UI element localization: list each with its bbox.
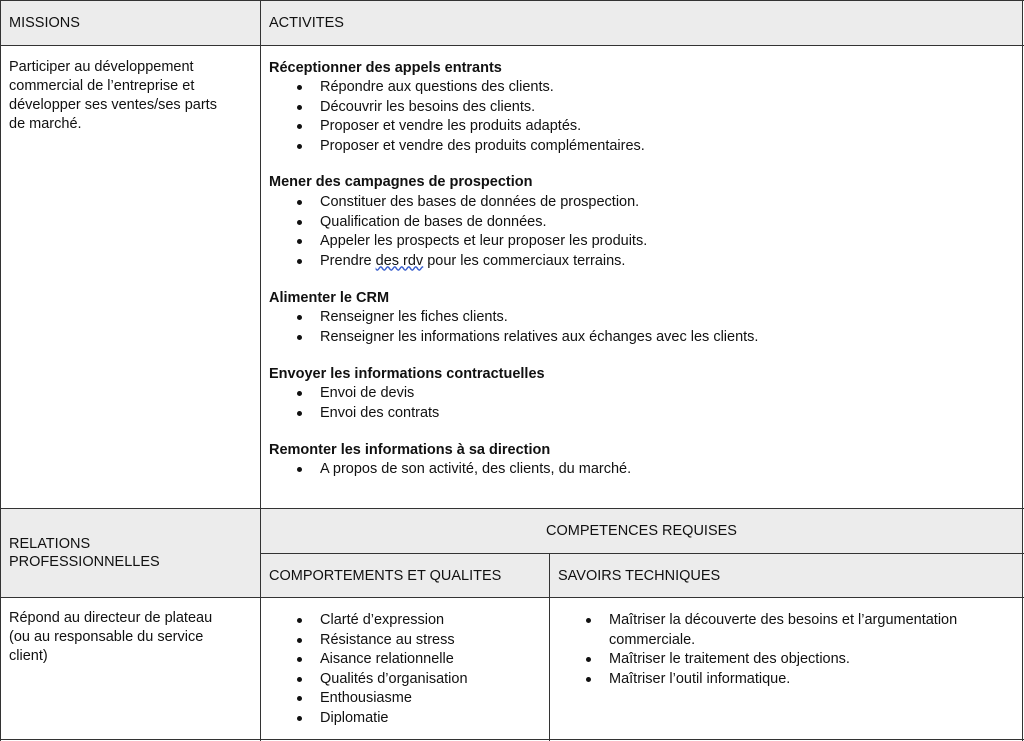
activity-title: Remonter les informations à sa direction <box>269 442 551 458</box>
list-item: Diplomatie <box>268 709 468 729</box>
border-bottom <box>0 739 1024 740</box>
list-item: Constituer des bases de données de prospection. <box>268 193 647 213</box>
spellcheck-underline: des rdv <box>375 252 424 269</box>
activites-header: ACTIVITES <box>269 15 344 31</box>
relations-line: Répond au directeur de plateau <box>9 610 213 626</box>
list-item: Envoi de devis <box>268 384 439 404</box>
list-item: Qualification de bases de données. <box>268 213 647 233</box>
list-item: Renseigner les fiches clients. <box>268 308 758 328</box>
list-item: Clarté d’expression <box>268 611 468 631</box>
missions-line: commercial de l’entreprise et <box>9 78 195 94</box>
list-item: Répondre aux questions des clients. <box>268 78 645 98</box>
list-item: Résistance au stress <box>268 631 468 651</box>
list-item: Aisance relationnelle <box>268 650 468 670</box>
relations-line: client) <box>9 648 48 664</box>
activity-title: Alimenter le CRM <box>269 290 390 306</box>
relations-header-line: PROFESSIONNELLES <box>9 554 160 570</box>
border-mid <box>0 508 1024 509</box>
list-item: Maîtriser la découverte des besoins et l’argumentation commerciale. <box>557 611 1007 650</box>
border-col1 <box>260 0 261 741</box>
missions-line: Participer au développement <box>9 59 194 75</box>
missions-header: MISSIONS <box>9 15 80 31</box>
activity-list <box>268 193 647 271</box>
relations-header-line: RELATIONS <box>9 536 91 552</box>
comportements-list <box>268 611 468 728</box>
list-item: Maîtriser l’outil informatique. <box>557 670 1007 690</box>
header-row <box>1 1 1022 45</box>
competences-header: COMPETENCES REQUISES <box>546 523 737 539</box>
border-subheader-bottom <box>0 597 1024 598</box>
activity-list <box>268 460 631 480</box>
list-item: Appeler les prospects et leur proposer les produits. <box>268 232 647 252</box>
activity-title: Envoyer les informations contractuelles <box>269 366 545 382</box>
border-left <box>0 0 1 741</box>
activity-title: Mener des campagnes de prospection <box>269 174 533 190</box>
border-right <box>1022 0 1023 741</box>
list-item: Proposer et vendre des produits complémentaires. <box>268 137 645 157</box>
border-top <box>0 0 1024 1</box>
list-item: Qualités d’organisation <box>268 670 468 690</box>
savoirs-header: SAVOIRS TECHNIQUES <box>558 568 721 584</box>
activity-list <box>268 308 758 347</box>
border-header-bottom <box>0 45 1024 46</box>
missions-line: de marché. <box>9 116 82 132</box>
list-item: Découvrir les besoins des clients. <box>268 98 645 118</box>
list-item: Envoi des contrats <box>268 404 439 424</box>
list-item <box>268 252 647 272</box>
border-col-split <box>549 553 550 741</box>
relations-line: (ou au responsable du service <box>9 629 204 645</box>
list-item: Maîtriser le traitement des objections. <box>557 650 1007 670</box>
list-item: Renseigner les informations relatives aux échanges avec les clients. <box>268 328 758 348</box>
list-item: A propos de son activité, des clients, du marché. <box>268 460 631 480</box>
rdv-item-text: Prendre des rdv pour les commerciaux terrains. <box>320 252 626 269</box>
border-competences-bottom <box>260 553 1024 554</box>
activity-title: Réceptionner des appels entrants <box>269 60 502 76</box>
list-item: Enthousiasme <box>268 689 468 709</box>
activity-list <box>268 384 439 423</box>
activity-list <box>268 78 645 156</box>
list-item: Proposer et vendre les produits adaptés. <box>268 117 645 137</box>
savoirs-list <box>557 611 1007 689</box>
missions-line: développer ses ventes/ses parts <box>9 97 217 113</box>
comportements-header: COMPORTEMENTS ET QUALITES <box>269 568 502 584</box>
